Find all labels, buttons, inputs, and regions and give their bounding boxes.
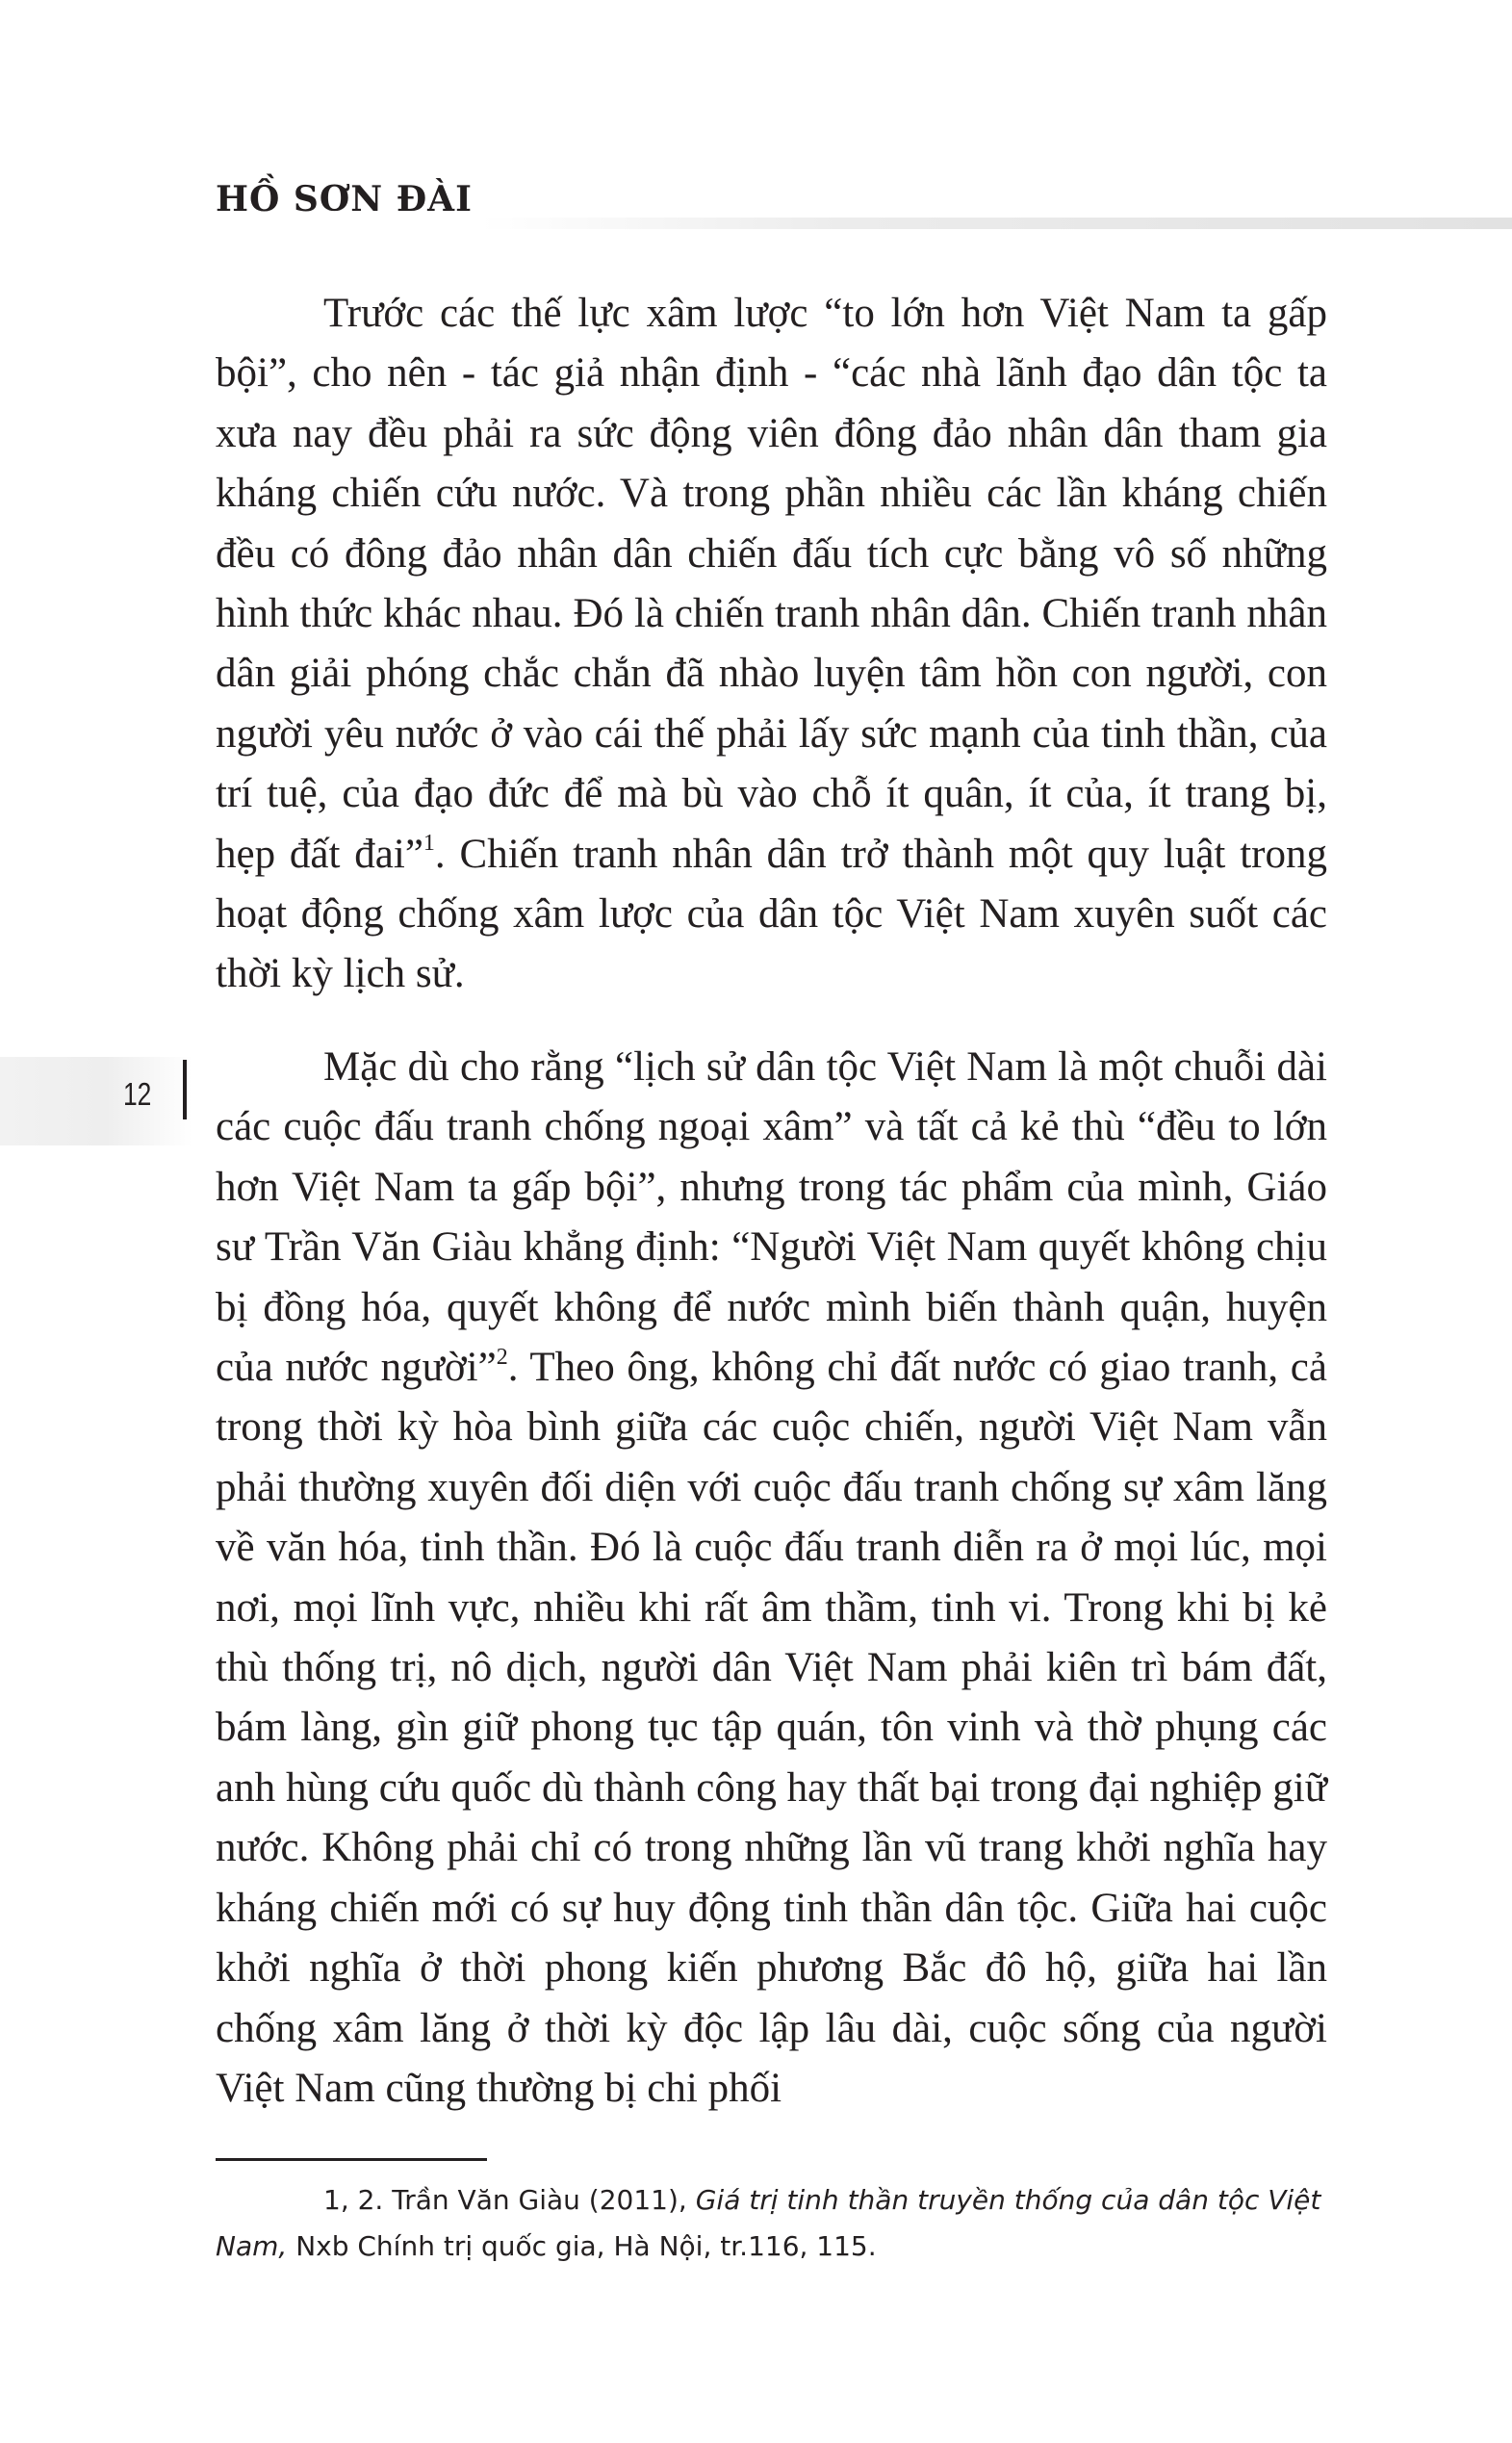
paragraph-1-text (216, 284, 1327, 1005)
footnote-rule (216, 2158, 487, 2161)
header-rule (481, 218, 1512, 229)
paragraph-1-text-a: Trước các thế lực xâm lược “to lớn hơn Việt Nam ta gấp bội”, cho nên - tác giả nhận định - “các nhà lãnh đạo dân tộc ta xưa nay đều phải ra sức động viên đông đảo nhân dân tham gia kháng chiến cứu nước. Và trong phần nhiều các lần kháng chiến đều có đông đảo nhân dân chiến đấu tích cực bằng vô số những hình thức khác nhau. Đó là chiến tranh nhân dân. Chiến tranh nhân dân giải phóng chắc chắn đã nhào luyện tâm hồn con người, con người yêu nước ở vào cái thế phải lấy sức mạnh của tinh thần, của trí tuệ, của đạo đức để mà bù vào chỗ ít quân, ít của, ít trang bị, hẹp đất đai” (216, 291, 1327, 877)
paragraph-2 (216, 1038, 1327, 2119)
paragraph-1-text-b: . Chiến tranh nhân dân trở thành một quy luật trong hoạt động chống xâm lược của dân tộc Việt Nam xuyên suốt các thời kỳ lịch sử. (216, 831, 1327, 997)
paragraph-2-text (216, 1038, 1327, 2119)
footnote-ref-2: 2 (496, 1344, 508, 1370)
footnote (216, 2177, 1332, 2270)
page-number: 12 (123, 1076, 152, 1112)
running-header-author: HỒ SƠN ĐÀI (216, 179, 473, 219)
paragraph-2-text-b: . Theo ông, không chỉ đất nước có giao tranh, cả trong thời kỳ hòa bình giữa các cuộc chiến, người Việt Nam vẫn phải thường xuyên đối diện với cuộc đấu tranh chống sự xâm lăng về văn hóa, tinh thần. Đó là cuộc đấu tranh diễn ra ở mọi lúc, mọi nơi, mọi lĩnh vực, nhiều khi rất âm thầm, tinh vi. Trong khi bị kẻ thù thống trị, nô dịch, người dân Việt Nam phải kiên trì bám đất, bám làng, gìn giữ phong tục tập quán, tôn vinh và thờ phụng các anh hùng cứu quốc dù thành công hay thất bại trong đại nghiệp giữ nước. Không phải chỉ có trong những lần vũ trang khởi nghĩa hay kháng chiến mới có sự huy động tinh thần dân tộc. Giữa hai cuộc khởi nghĩa ở thời phong kiến phương Bắc đô hộ, giữa hai lần chống xâm lăng ở thời kỳ độc lập lâu dài, cuộc sống của người Việt Nam cũng thường bị chi phối (216, 1345, 1327, 2111)
paragraph-1 (216, 284, 1327, 1005)
footnote-ref-1: 1 (423, 831, 435, 857)
footnote-publisher: Nxb Chính trị quốc gia, Hà Nội, tr.116, 115. (295, 2230, 877, 2262)
page-number-tab (0, 1057, 192, 1145)
footnote-numbers: 1, 2. (323, 2184, 384, 2216)
page-number-divider (183, 1060, 187, 1119)
footnote-title: Giá trị tinh thần truyền thống của dân tộc Việt Nam, (216, 2184, 1321, 2262)
footnote-author-year: Trần Văn Giàu (2011), (392, 2184, 687, 2216)
paragraph-2-text-a: Mặc dù cho rằng “lịch sử dân tộc Việt Nam là một chuỗi dài các cuộc đấu tranh chống ngoại xâm” và tất cả kẻ thù “đều to lớn hơn Việt Nam ta gấp bội”, nhưng trong tác phẩm của mình, Giáo sư Trần Văn Giàu khẳng định: “Người Việt Nam quyết không chịu bị đồng hóa, quyết không để nước mình biến thành quận, huyện của nước người” (216, 1044, 1327, 1391)
